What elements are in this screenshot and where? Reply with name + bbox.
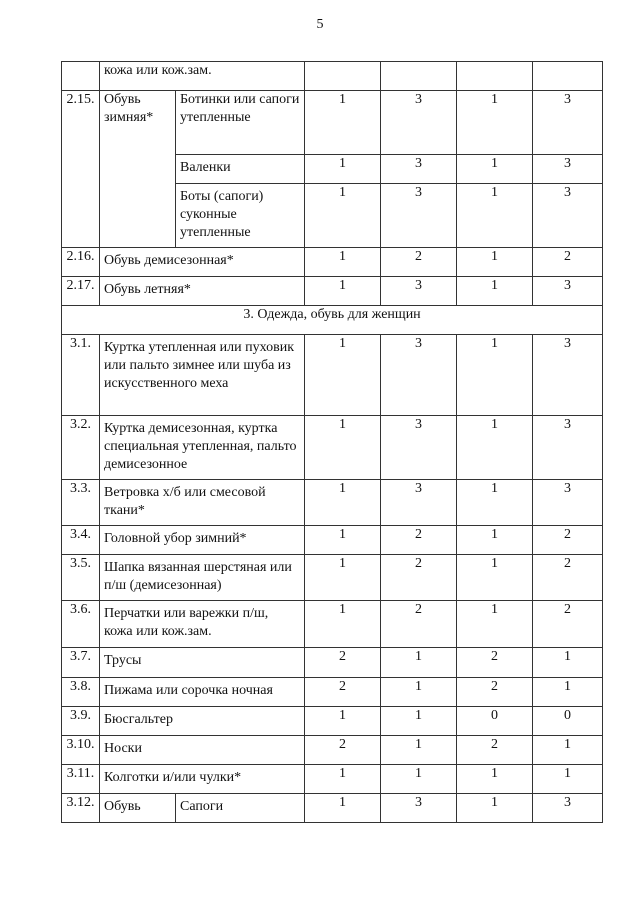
row-value <box>457 62 533 91</box>
row-value: 2 <box>457 648 533 678</box>
row-name: Обувь летняя* <box>100 277 305 306</box>
row-value <box>533 62 603 91</box>
row-value: 2 <box>533 526 603 555</box>
row-value: 1 <box>381 736 457 765</box>
row-value: 1 <box>457 480 533 526</box>
row-value: 3 <box>533 155 603 184</box>
row-value: 1 <box>381 707 457 736</box>
row-value: 2 <box>381 248 457 277</box>
row-code: 3.11. <box>62 765 100 794</box>
table-row <box>62 248 603 277</box>
row-code: 3.3. <box>62 480 100 526</box>
table-row <box>62 736 603 765</box>
row-value: 1 <box>305 480 381 526</box>
row-name: Шапка вязанная шерстяная или п/ш (демисезонная) <box>100 555 305 601</box>
row-name: кожа или кож.зам. <box>100 62 305 91</box>
row-value: 1 <box>533 678 603 707</box>
row-value: 1 <box>533 648 603 678</box>
row-value: 2 <box>305 736 381 765</box>
row-value: 1 <box>305 794 381 823</box>
table-row <box>62 794 603 823</box>
row-subname: Валенки <box>176 155 305 184</box>
row-value: 1 <box>305 335 381 416</box>
row-value: 3 <box>533 794 603 823</box>
row-subname: Сапоги <box>176 794 305 823</box>
row-code: 3.10. <box>62 736 100 765</box>
row-value: 1 <box>381 648 457 678</box>
table-row <box>62 277 603 306</box>
row-value: 2 <box>533 601 603 648</box>
table-row <box>62 678 603 707</box>
row-value: 0 <box>457 707 533 736</box>
row-code <box>62 62 100 91</box>
page-number: 5 <box>316 17 324 32</box>
row-value: 1 <box>457 794 533 823</box>
table-row <box>62 62 603 91</box>
row-value: 1 <box>305 91 381 155</box>
row-code: 3.12. <box>62 794 100 823</box>
row-value: 1 <box>457 91 533 155</box>
row-value <box>381 62 457 91</box>
row-value: 3 <box>533 335 603 416</box>
table-row <box>62 416 603 480</box>
row-name: Куртка утепленная или пуховик или пальто зимнее или шуба из искусственного меха <box>100 335 305 416</box>
row-value: 1 <box>305 765 381 794</box>
row-name: Трусы <box>100 648 305 678</box>
row-subname: Ботинки или сапоги утепленные <box>176 91 305 155</box>
row-value: 3 <box>533 184 603 248</box>
row-value: 3 <box>533 277 603 306</box>
table-row <box>62 480 603 526</box>
row-value: 1 <box>457 248 533 277</box>
row-name: Перчатки или варежки п/ш, кожа или кож.зам. <box>100 601 305 648</box>
row-value: 2 <box>381 526 457 555</box>
row-name: Обувь зимняя* <box>100 91 176 248</box>
row-code: 3.6. <box>62 601 100 648</box>
row-value: 3 <box>533 91 603 155</box>
row-value: 1 <box>533 736 603 765</box>
table-row <box>62 601 603 648</box>
row-value: 1 <box>305 277 381 306</box>
row-value: 1 <box>533 765 603 794</box>
row-value: 3 <box>381 277 457 306</box>
row-value: 1 <box>381 765 457 794</box>
table-row <box>62 555 603 601</box>
row-code: 3.4. <box>62 526 100 555</box>
row-value: 3 <box>381 335 457 416</box>
row-name: Обувь <box>100 794 176 823</box>
table-row <box>62 91 603 155</box>
row-value: 2 <box>305 648 381 678</box>
row-code: 2.17. <box>62 277 100 306</box>
row-value: 1 <box>305 248 381 277</box>
row-value: 3 <box>381 480 457 526</box>
row-value: 3 <box>381 184 457 248</box>
row-value: 0 <box>533 707 603 736</box>
table-row <box>62 526 603 555</box>
row-value: 3 <box>381 416 457 480</box>
row-value: 2 <box>381 555 457 601</box>
section-title: 3. Одежда, обувь для женщин <box>62 306 603 335</box>
row-name: Головной убор зимний* <box>100 526 305 555</box>
row-value: 1 <box>305 601 381 648</box>
table-row <box>62 765 603 794</box>
row-code: 3.9. <box>62 707 100 736</box>
row-value: 2 <box>533 555 603 601</box>
row-value: 1 <box>305 416 381 480</box>
row-value: 3 <box>381 794 457 823</box>
row-value: 1 <box>457 335 533 416</box>
row-value: 1 <box>457 765 533 794</box>
row-value: 2 <box>457 678 533 707</box>
row-value: 1 <box>305 155 381 184</box>
table-row <box>62 335 603 416</box>
row-value: 2 <box>457 736 533 765</box>
row-value: 3 <box>381 155 457 184</box>
row-value: 1 <box>457 277 533 306</box>
row-name: Обувь демисезонная* <box>100 248 305 277</box>
row-code: 3.8. <box>62 678 100 707</box>
row-value: 2 <box>381 601 457 648</box>
row-value: 1 <box>305 526 381 555</box>
row-value: 2 <box>533 248 603 277</box>
row-value: 1 <box>457 155 533 184</box>
row-value: 2 <box>305 678 381 707</box>
row-value: 1 <box>457 184 533 248</box>
row-value: 1 <box>305 555 381 601</box>
row-name: Колготки и/или чулки* <box>100 765 305 794</box>
row-code: 3.2. <box>62 416 100 480</box>
row-name: Ветровка х/б или смесовой ткани* <box>100 480 305 526</box>
row-value: 1 <box>381 678 457 707</box>
row-code: 3.7. <box>62 648 100 678</box>
row-value <box>305 62 381 91</box>
row-name: Носки <box>100 736 305 765</box>
row-name: Куртка демисезонная, куртка специальная утепленная, пальто демисезонное <box>100 416 305 480</box>
row-name: Пижама или сорочка ночная <box>100 678 305 707</box>
row-code: 3.5. <box>62 555 100 601</box>
row-code: 2.15. <box>62 91 100 248</box>
table-row <box>62 707 603 736</box>
row-value: 1 <box>457 601 533 648</box>
row-value: 1 <box>457 526 533 555</box>
norms-table <box>61 61 603 823</box>
row-value: 1 <box>457 416 533 480</box>
row-code: 3.1. <box>62 335 100 416</box>
row-name: Бюсгальтер <box>100 707 305 736</box>
row-value: 1 <box>457 555 533 601</box>
row-code: 2.16. <box>62 248 100 277</box>
row-value: 3 <box>381 91 457 155</box>
row-value: 3 <box>533 416 603 480</box>
row-value: 1 <box>305 184 381 248</box>
row-value: 1 <box>305 707 381 736</box>
row-value: 3 <box>533 480 603 526</box>
row-subname: Боты (сапоги) суконные утепленные <box>176 184 305 248</box>
section-row <box>62 306 603 335</box>
table-row <box>62 648 603 678</box>
